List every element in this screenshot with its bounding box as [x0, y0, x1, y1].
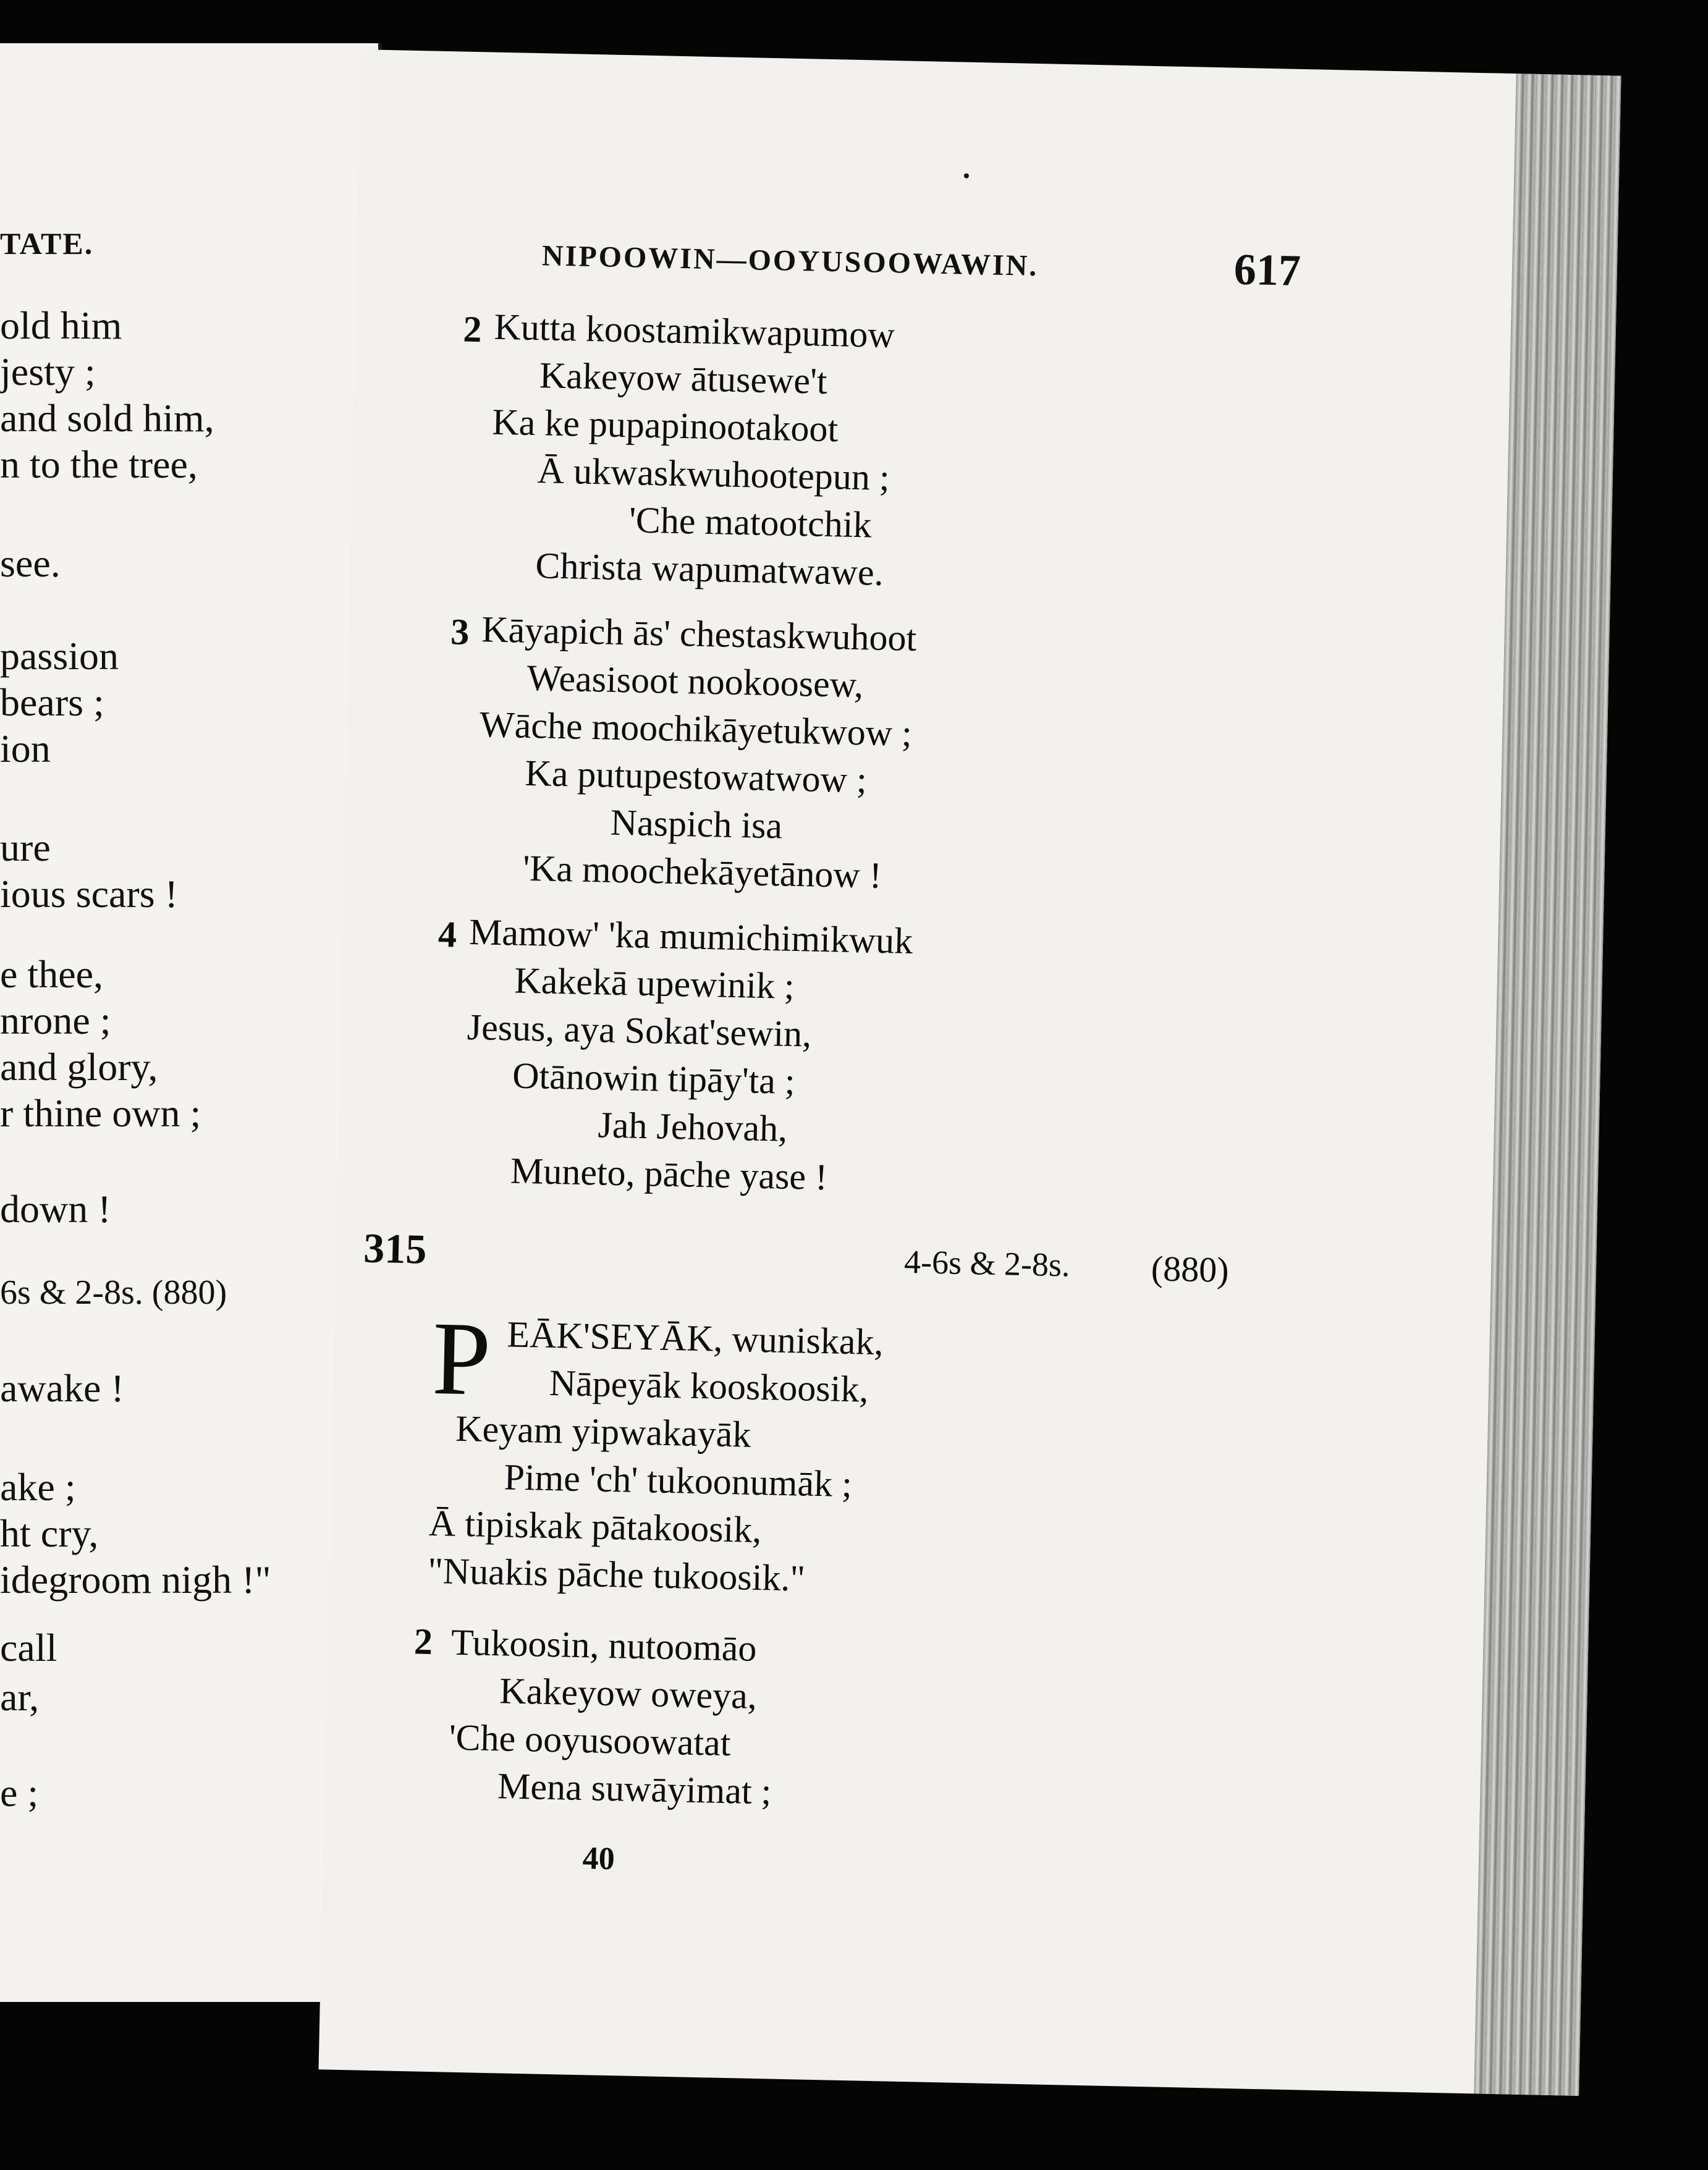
left-line: jesty ; [0, 350, 96, 394]
left-line: and glory, [0, 1045, 158, 1089]
verse-line: Ka ke pupapinootakoot [491, 401, 839, 450]
verse-line: Kakekā upewinik ; [514, 960, 795, 1007]
page-number: 617 [1233, 244, 1301, 295]
verse-line: Nāpeyāk kooskoosik, [549, 1362, 869, 1410]
verse-line: Pime 'ch' tukoonumāk ; [503, 1456, 853, 1505]
left-line: ion [0, 727, 51, 770]
left-meter-line: 6s & 2-8s. (880) [0, 1273, 227, 1312]
verse-line: Weasisoot nookoosew, [526, 657, 864, 706]
verse-line: Ka putupestowatwow ; [524, 752, 868, 801]
verse-line: Naspich isa [610, 801, 783, 846]
stanza-number: 2 [462, 308, 483, 350]
left-line: call [0, 1626, 57, 1670]
signature-mark: 40 [582, 1841, 615, 1877]
verse-line: Muneto, pāche yase ! [510, 1150, 828, 1198]
left-line: n to the tree, [0, 442, 198, 486]
verse-line: Kakeyow ātusewe't [539, 355, 828, 402]
left-line: ar, [0, 1675, 40, 1719]
verse-line: Ā tipiskak pātakoosik, [428, 1502, 762, 1551]
verse-line: Tukoosin, nutoomāo [450, 1621, 758, 1669]
verse-line: "Nuakis pāche tukoosik." [427, 1550, 806, 1599]
verse-line: Mena suwāyimat ; [497, 1765, 772, 1812]
hymn-meter: 4-6s & 2-8s. [903, 1243, 1071, 1284]
verse-line: Mamow' 'ka mumichimikwuk [468, 911, 913, 962]
verse-line: 'Ka moochekāyetānow ! [522, 847, 882, 896]
left-line: ious scars ! [0, 872, 178, 916]
left-line: r thine own ; [0, 1091, 201, 1135]
stanza-number: 3 [450, 611, 470, 652]
verse-line: 'Che ooyusoowatat [449, 1716, 732, 1764]
left-line: ake ; [0, 1465, 76, 1509]
tune-number: (880) [1151, 1248, 1230, 1290]
left-line: idegroom nigh !" [0, 1558, 271, 1602]
left-line: see. [0, 541, 61, 585]
left-line: old him [0, 303, 122, 347]
left-line: down ! [0, 1187, 111, 1231]
left-line: and sold him, [0, 396, 214, 440]
left-line: passion [0, 634, 119, 678]
verse-line: Jesus, aya Sokat'sewin, [467, 1006, 812, 1055]
verse-line: EĀK'SEYĀK, wuniskak, [506, 1314, 884, 1363]
left-line: e thee, [0, 952, 103, 996]
left-line: ure [0, 825, 51, 869]
left-page [0, 43, 382, 2002]
left-line: nrone ; [0, 998, 111, 1042]
left-running-head: TATE. [0, 226, 94, 261]
right-page [319, 49, 1621, 2096]
left-line: e ; [0, 1771, 39, 1815]
stanza-number: 2 [413, 1621, 433, 1662]
verse-line: Kāyapich ās' chestaskwuhoot [481, 609, 917, 659]
verse-line: Ā ukwaskwuhootepun ; [537, 450, 890, 499]
drop-cap: P [431, 1299, 493, 1417]
hymn-number: 315 [363, 1224, 428, 1273]
verse-line: Christa wapumatwawe. [535, 545, 884, 593]
running-head: NIPOOWIN—OOYUSOOWAWIN. [541, 239, 1039, 283]
stanza-number: 4 [438, 913, 457, 955]
left-line: bears ; [0, 680, 104, 724]
verse-line: Jah Jehovah, [597, 1104, 788, 1149]
verse-line: Otānowin tipāy'ta ; [512, 1055, 796, 1102]
left-line: awake ! [0, 1366, 124, 1410]
verse-line: Kakeyow oweya, [499, 1670, 758, 1716]
verse-line: 'Che matootchik [628, 499, 873, 546]
left-line: ht cry, [0, 1511, 99, 1555]
verse-line: Wāche moochikāyetukwow ; [479, 704, 913, 754]
verse-line: Keyam yipwakayāk [455, 1408, 752, 1455]
print-speck [964, 173, 969, 178]
verse-line: Kutta koostamikwapumow [493, 306, 895, 356]
